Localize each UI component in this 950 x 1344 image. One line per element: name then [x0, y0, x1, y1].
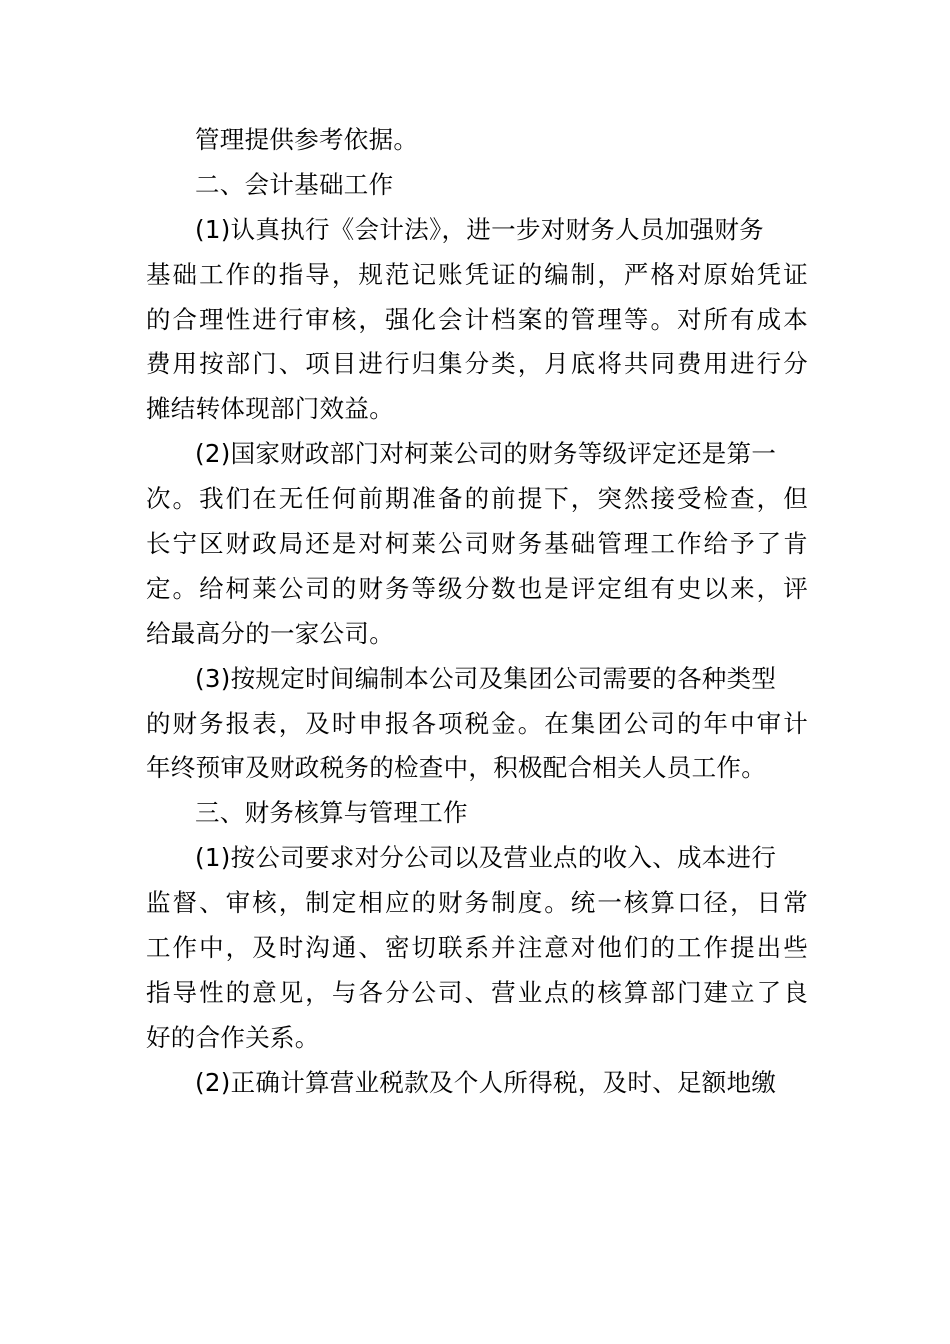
paragraph-line: 给最高分的一家公司。 [146, 618, 394, 648]
document-body [146, 118, 808, 1106]
paragraph-line: 指导性的意见，与各分公司、营业点的核算部门建立了良 [146, 977, 808, 1007]
paragraph-line: (1)按公司要求对分公司以及营业点的收入、成本进行 [195, 843, 777, 873]
paragraph-line: 费用按部门、项目进行归集分类，月底将共同费用进行分 [146, 349, 808, 379]
paragraph-line: 摊结转体现部门效益。 [146, 394, 394, 424]
paragraph-line: 年终预审及财政税务的检查中，积极配合相关人员工作。 [146, 753, 766, 783]
paragraph-line: 定。给柯莱公司的财务等级分数也是评定组有史以来，评 [146, 573, 808, 603]
paragraph-line: 基础工作的指导，规范记账凭证的编制，严格对原始凭证 [146, 259, 808, 289]
paragraph-line: (1)认真执行《会计法》，进一步对财务人员加强财务 [195, 214, 764, 244]
section-heading-accounting-management: 三、财务核算与管理工作 [195, 798, 468, 828]
paragraph-line: 的合理性进行审核，强化会计档案的管理等。对所有成本 [146, 304, 808, 334]
paragraph-line: 管理提供参考依据。 [195, 125, 419, 154]
paragraph-line: 工作中，及时沟通、密切联系并注意对他们的工作提出些 [146, 933, 808, 963]
paragraph-line: 好的合作关系。 [146, 1022, 320, 1052]
section-heading-accounting-basics: 二、会计基础工作 [195, 169, 394, 199]
paragraph-line: (2)正确计算营业税款及个人所得税，及时、足额地缴 [195, 1067, 777, 1097]
paragraph-line: 长宁区财政局还是对柯莱公司财务基础管理工作给予了肯 [146, 529, 808, 559]
paragraph-line: (2)国家财政部门对柯莱公司的财务等级评定还是第一 [195, 439, 777, 469]
paragraph-line: 监督、审核，制定相应的财务制度。统一核算口径，日常 [146, 888, 808, 918]
paragraph-line: (3)按规定时间编制本公司及集团公司需要的各种类型 [195, 663, 777, 693]
paragraph-line: 的财务报表，及时申报各项税金。在集团公司的年中审计 [146, 708, 808, 738]
paragraph-line: 次。我们在无任何前期准备的前提下，突然接受检查，但 [146, 484, 808, 514]
